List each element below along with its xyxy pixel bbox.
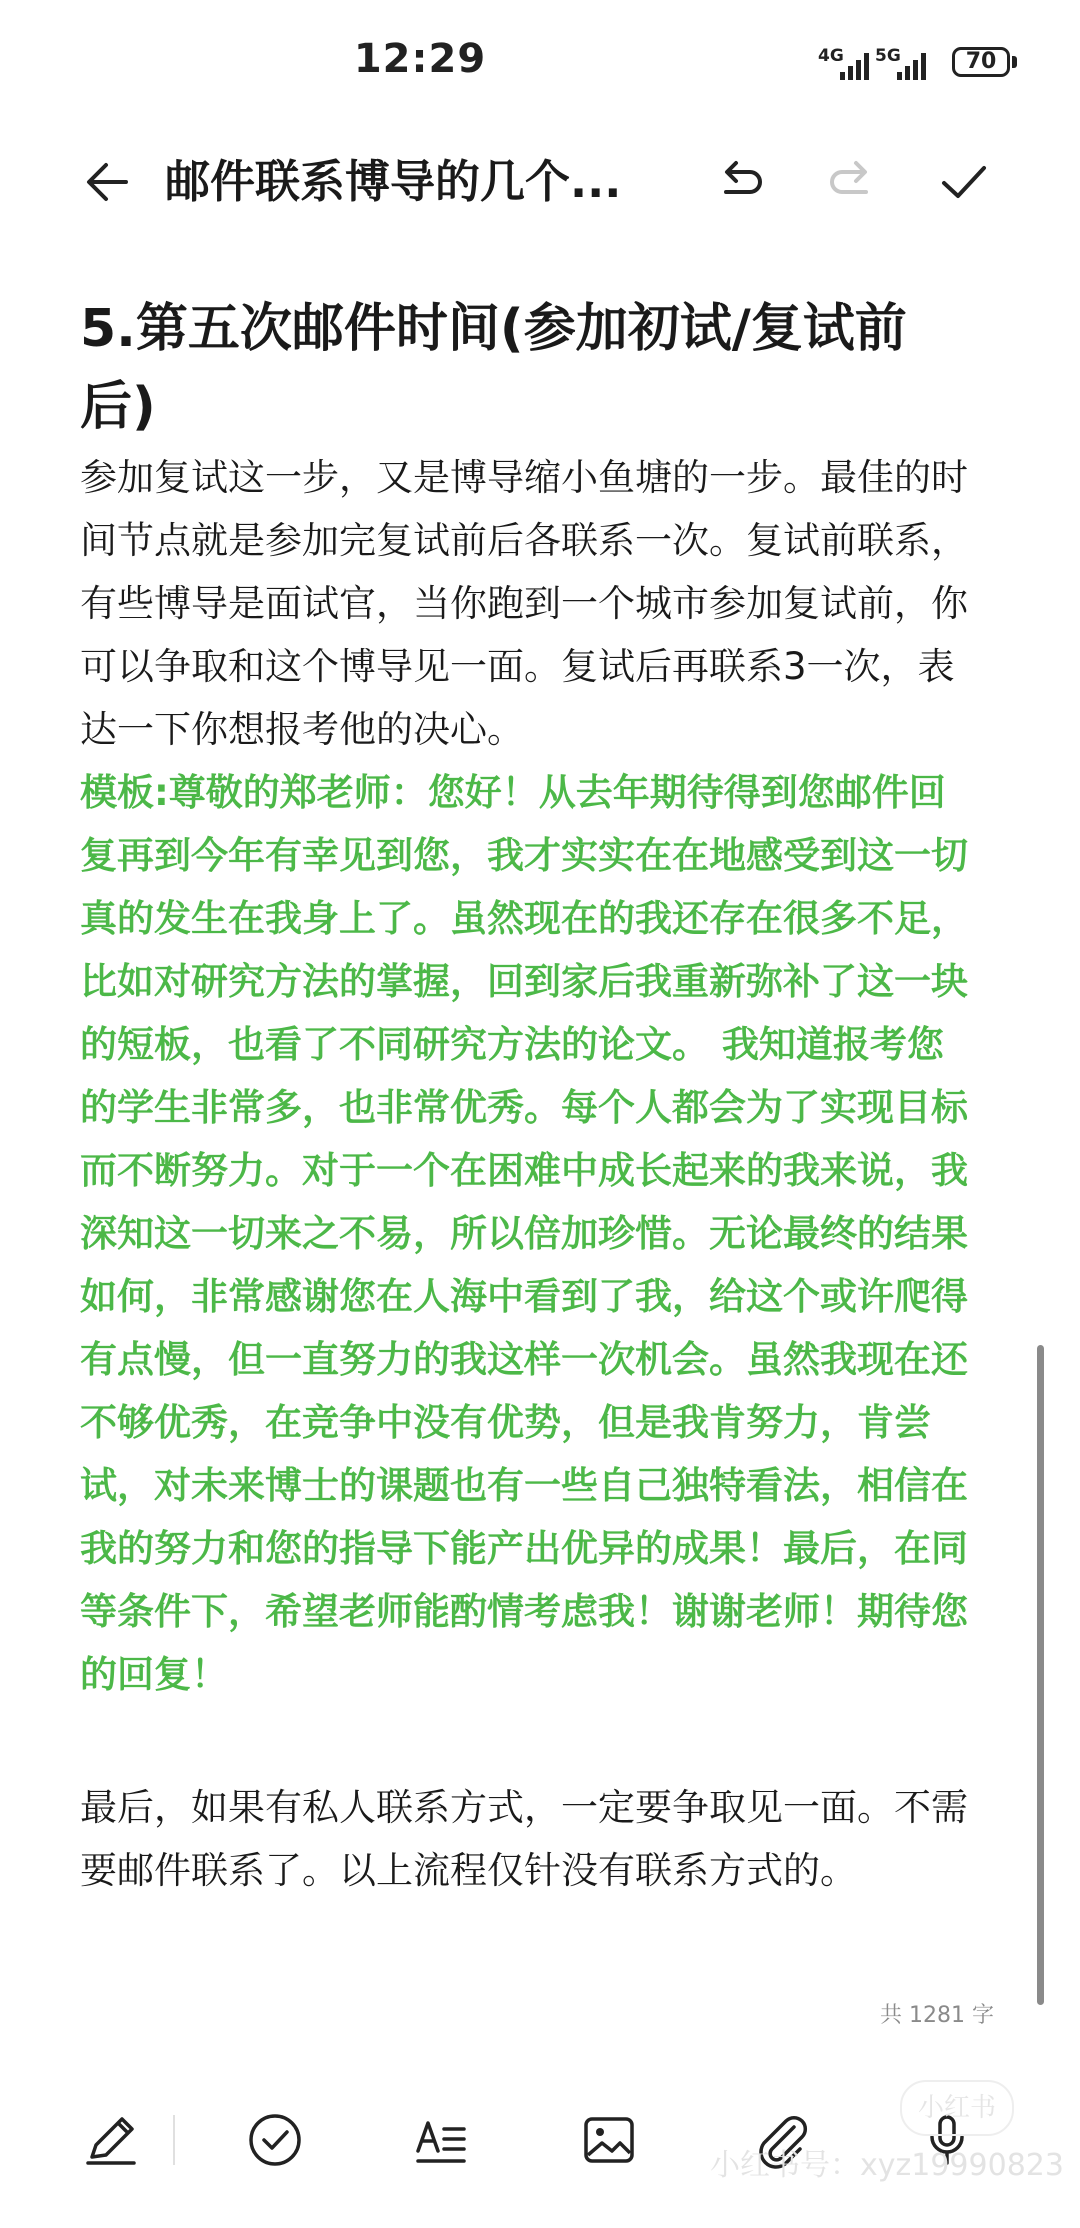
watermark-badge: 小红书 [900,2080,1014,2136]
battery-icon: 70 [952,47,1010,77]
status-time: 12:29 [353,36,487,82]
text-format-icon [406,2105,476,2175]
check-circle-icon [240,2105,310,2175]
signal-5g-icon [875,46,935,80]
arrow-left-icon [76,150,140,214]
editor-toolbar [0,130,1080,230]
body-paragraph-1: 参加复试这一步，又是博导缩小鱼塘的一步。最佳的时间节点就是参加完复试前后各联系一次。复试前联系，有些博导是面试官，当你跑到一个城市参加复试前，你可以争取和这个博导见一面。复试后再联系3一次，表达一下你想报考他的决心。 [80,456,968,751]
scrollbar[interactable] [1037,1345,1044,2005]
email-template-paragraph: 模板:尊敬的郑老师：您好！从去年期待得到您邮件回复再到今年有幸见到您，我才实实在在地感受到这一切真的发生在我身上了。虽然现在的我还存在很多不足，比如对研究方法的掌握，回到家后我重新弥补了这一块的短板，也看了不同研究方法的论文。 我知道报考您的学生非常多，也非常优秀。每个人都会为了实现目标而不断努力。对于一个在困难中成长起来的我来说，我深知这一切来之不易，所以倍加珍惜。无论最终的结果如何，非常感谢您在人海中看到了我，给这个或许爬得有点慢，但一直努力的我这样一次机会。虽然我现在还不够优秀，在竞争中没有优势，但是我肯努力，肯尝试，对未来博士的课题也有一些自己独特看法，相信在我的努力和您的指导下能产出优异的成果！最后，在同等条件下，希望老师能酌情考虑我！谢谢老师！期待您的回复！ [80,771,968,1696]
signal-4g-label: 4G [818,46,844,66]
word-count: 共 1281 字 [880,2003,994,2028]
section-heading: 5.第五次邮件时间(参加初试/复试前后) [80,299,907,437]
confirm-button[interactable] [932,150,996,214]
signal-5g-label: 5G [875,46,901,66]
status-bar [0,0,1080,120]
toolbar-divider [173,2115,175,2165]
image-icon [574,2105,644,2175]
checklist-button[interactable] [240,2105,310,2175]
back-button[interactable] [76,150,140,214]
signal-4g-icon [818,46,876,80]
body-paragraph-2: 最后，如果有私人联系方式，一定要争取见一面。不需要邮件联系了。以上流程仅针没有联系方式的。 [80,1786,968,1892]
redo-icon [820,150,884,214]
undo-icon [708,150,772,214]
undo-button[interactable] [708,150,772,214]
pen-icon [76,2105,146,2175]
handwriting-button[interactable] [76,2105,146,2175]
note-content[interactable] [80,290,980,1902]
redo-button[interactable] [820,150,884,214]
check-icon [932,150,996,214]
document-title: 邮件联系博导的几个... [165,155,622,208]
insert-image-button[interactable] [574,2105,644,2175]
text-format-button[interactable] [406,2105,476,2175]
blank-line [80,1706,980,1776]
watermark-text: 小红书号：xyz19990823 [710,2148,1064,2183]
battery-tip [1012,56,1017,68]
